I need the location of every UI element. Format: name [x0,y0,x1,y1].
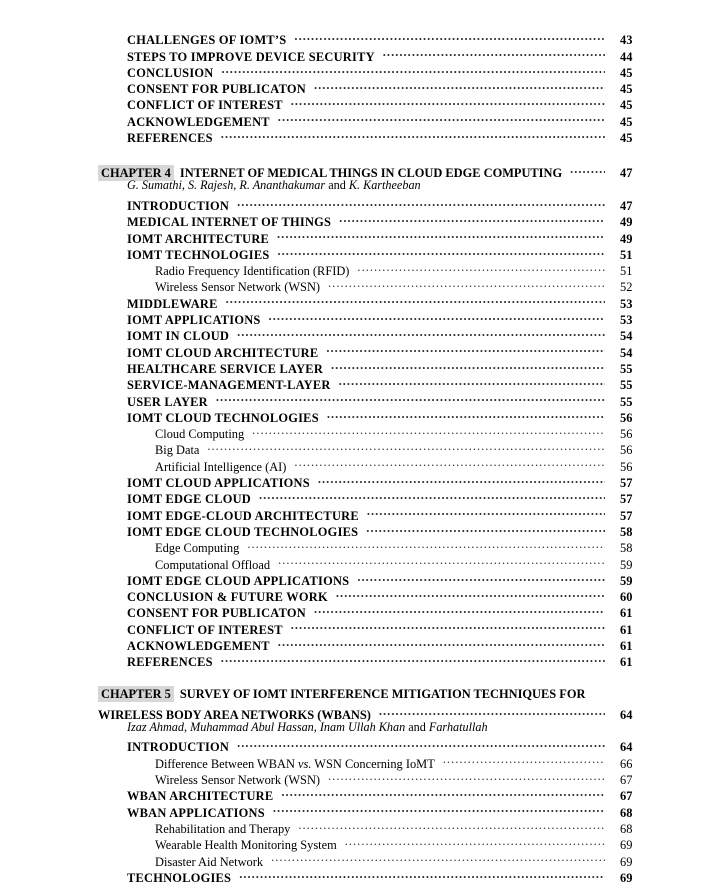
dot-leader [326,340,605,356]
toc-page-number: 57 [620,492,633,507]
toc-subentry[interactable] [0,454,706,474]
toc-subentry[interactable] [0,275,706,295]
toc-entry-title: ACKNOWLEDGEMENT [127,638,270,653]
toc-entry-title: CONFLICT OF INTEREST [127,622,283,637]
dot-leader [269,308,605,324]
toc-entry-title: MEDICAL INTERNET OF THINGS [127,215,332,230]
dot-leader [278,109,605,125]
toc-entry-title: ACKNOWLEDGEMENT [127,114,270,129]
toc-page-number: 55 [620,378,633,393]
toc-page-number: 69 [620,838,633,853]
toc-entry[interactable] [0,324,706,344]
toc-entry[interactable] [0,601,706,621]
dot-leader [277,226,605,242]
toc-page-number: 57 [620,476,633,491]
toc-page-number: 53 [620,313,633,328]
toc-chapter-title-line-2: WIRELESS BODY AREA NETWORKS (WBANS) [98,707,371,722]
toc-authors-conjunction: and [328,178,346,193]
toc-page-number: 47 [620,198,633,213]
toc-page-number: 49 [620,215,633,230]
dot-leader [383,44,605,60]
toc-entry-title: Artificial Intelligence (AI) [155,459,287,474]
dot-leader [357,569,605,585]
toc-entry[interactable] [0,77,706,97]
dot-leader [298,817,605,833]
toc-entry[interactable] [0,373,706,393]
toc-subentry[interactable] [0,768,706,788]
toc-page-number: 51 [620,264,633,279]
toc-page-number: 68 [620,821,633,836]
toc-page-number: 66 [620,756,633,771]
toc-page-number: 61 [620,655,633,670]
toc-subentry[interactable] [0,751,706,771]
dot-leader [294,454,605,470]
toc-entry-title: CHALLENGES OF IOMT’S [127,33,287,48]
dot-leader [345,833,605,849]
toc-entry-title: Radio Frequency Identification (RFID) [155,264,350,279]
dot-leader [273,800,605,816]
toc-entry-title: Big Data [155,443,200,458]
toc-chapter-heading[interactable] [0,161,706,181]
toc-entry[interactable] [0,800,706,820]
toc-entry[interactable] [0,784,706,804]
toc-entry-title: IOMT ARCHITECTURE [127,231,270,246]
toc-page-number: 61 [620,638,633,653]
toc-entry-title: TECHNOLOGIES [127,870,232,885]
dot-leader [237,735,605,751]
dot-leader [318,471,605,487]
toc-entry[interactable] [0,308,706,328]
toc-page-number: 61 [620,606,633,621]
toc-page-number: 47 [620,166,633,181]
toc-entry[interactable] [0,226,706,246]
dot-leader [336,585,605,601]
toc-subentry[interactable] [0,259,706,279]
toc-page-number: 53 [620,296,633,311]
toc-entry-title: CONSENT FOR PUBLICATON [127,606,306,621]
toc-entry-title: IOMT CLOUD TECHNOLOGIES [127,410,319,425]
dot-leader [339,210,605,226]
toc-entry-title: REFERENCES [127,131,213,146]
toc-entry[interactable] [0,357,706,376]
toc-entry-title: Wireless Sensor Network (WSN) [155,280,321,295]
toc-entry[interactable] [0,44,706,64]
dot-leader [239,866,605,882]
chapter-tag: CHAPTER 5 [98,686,174,702]
toc-entry-title: IOMT EDGE CLOUD [127,492,251,507]
toc-entry[interactable] [0,471,706,491]
toc-entry-title: IOMT IN CLOUD [127,329,230,344]
toc-authors-suffix: Farhatullah [428,719,488,734]
dot-leader [314,77,605,93]
dot-leader [259,487,605,503]
toc-entry-title: CONFLICT OF INTEREST [127,98,283,113]
toc-entry-title: IOMT EDGE-CLOUD ARCHITECTURE [127,508,359,523]
toc-entry-title: INTRODUCTION [127,740,230,755]
toc-entry-title: IOMT TECHNOLOGIES [127,247,270,262]
toc-subentry[interactable] [0,422,706,442]
toc-chapter-block [0,161,706,670]
toc-chapter-row[interactable] [98,161,706,181]
dot-leader [278,634,605,650]
dot-leader [221,61,605,77]
toc-chapter-heading[interactable] [0,686,706,722]
toc-entry-title: Rehabilitation and Therapy [155,821,291,836]
toc-entry-title: WBAN ARCHITECTURE [127,789,274,804]
toc-page-number: 45 [620,98,633,113]
toc-entry[interactable] [0,61,706,80]
toc-authors-suffix: K. Kartheeban [348,178,421,193]
toc-subentry[interactable] [0,536,706,556]
dot-leader [271,849,605,865]
toc-entry-title: STEPS TO IMPROVE DEVICE SECURITY [127,49,375,64]
toc-entry[interactable] [0,406,706,425]
toc-entry-title: MIDDLEWARE [127,296,218,311]
toc-authors-conjunction: and [408,719,426,734]
toc-entry[interactable] [0,634,706,653]
toc-page-number: 54 [620,329,633,344]
chapter-tag: CHAPTER 4 [98,165,174,181]
toc-entry[interactable] [0,243,706,262]
toc-entry-title: Wireless Sensor Network (WSN) [155,773,321,788]
toc-entry[interactable] [0,650,706,670]
toc-entry[interactable] [0,585,706,605]
dot-leader [357,259,605,275]
toc-subentry[interactable] [0,849,706,869]
toc-page-number: 56 [620,459,633,474]
dot-leader [281,784,605,800]
dot-leader [291,617,605,633]
toc-page-number: 43 [620,33,633,48]
toc-page-number: 55 [620,394,633,409]
toc-entry-title: Difference Between WBAN vs. WSN Concerning IoMT [155,756,435,771]
toc-subentry[interactable] [0,438,706,458]
toc-entry-title: IOMT APPLICATIONS [127,313,261,328]
toc-page-number: 54 [620,345,633,360]
toc-page-number: 45 [620,65,633,80]
toc-entry[interactable] [0,93,706,113]
dot-leader [226,291,605,307]
toc-chapters-container [0,161,706,885]
toc-entry[interactable] [0,126,706,146]
toc-entry-title: Computational Offload [155,557,271,572]
dot-leader [443,751,605,767]
toc-page-number: 59 [620,573,633,588]
toc-page-number: 58 [620,541,633,556]
toc-chapter-title-line-1 [98,686,706,702]
dot-leader [570,161,605,177]
toc-entry-title: CONCLUSION [127,65,214,80]
dot-leader [328,275,605,291]
dot-leader [221,650,605,666]
toc-page-number: 57 [620,508,633,523]
toc-page-number: 69 [620,870,633,885]
toc-page-number: 45 [620,131,633,146]
toc-entry-title: USER LAYER [127,394,208,409]
toc-entry[interactable] [0,28,706,48]
toc-page-number: 51 [620,247,633,262]
dot-leader [247,536,605,552]
dot-leader [379,703,605,719]
toc-subentry[interactable] [0,833,706,853]
dot-leader [366,520,605,536]
dot-leader [207,438,605,454]
dot-leader [237,194,605,210]
toc-page-number: 44 [620,49,633,64]
toc-page-number: 59 [620,557,633,572]
toc-page-number: 67 [620,789,633,804]
toc-chapter-title-text-1: SURVEY OF IOMT INTERFERENCE MITIGATION TECHNIQUES FOR [179,687,586,702]
dot-leader [328,768,605,784]
toc-page-number: 55 [620,361,633,376]
toc-entry-title: SERVICE-MANAGEMENT-LAYER [127,378,331,393]
toc-entry-title: IOMT EDGE CLOUD TECHNOLOGIES [127,524,359,539]
toc-entry[interactable] [0,866,706,885]
toc-page-number: 56 [620,410,633,425]
toc-page-number: 58 [620,524,633,539]
toc-page-number: 56 [620,427,633,442]
dot-leader [294,28,605,44]
toc-entry-title-emphasis: vs. [298,756,312,771]
toc-entry-title: IOMT CLOUD ARCHITECTURE [127,345,319,360]
dot-leader [237,324,605,340]
dot-leader [291,93,605,109]
toc-page-number: 69 [620,854,633,869]
toc-page-number: 68 [620,805,633,820]
toc-entry[interactable] [0,109,706,129]
toc-page-number: 56 [620,443,633,458]
toc-continued-section [0,28,706,146]
toc-page-number: 49 [620,231,633,246]
toc-entry-title: WBAN APPLICATIONS [127,805,265,820]
toc-entry[interactable] [0,389,706,409]
dot-leader [252,422,605,438]
toc-entry-title: IOMT CLOUD APPLICATIONS [127,476,310,491]
toc-entry-title: Cloud Computing [155,427,245,442]
toc-entry-title: HEALTHCARE SERVICE LAYER [127,361,324,376]
toc-entry-title: IOMT EDGE CLOUD APPLICATIONS [127,573,350,588]
toc-authors-prefix: G. Sumathi, S. Rajesh, R. Ananthakumar [127,178,326,193]
toc-entry-title: CONCLUSION & FUTURE WORK [127,590,328,605]
dot-leader [314,601,605,617]
toc-entry-title: CONSENT FOR PUBLICATON [127,82,306,97]
toc-chapter-block [0,686,706,885]
toc-page-number: 45 [620,82,633,97]
toc-entry-title: REFERENCES [127,655,213,670]
dot-leader [331,357,605,373]
toc-page-number: 64 [620,707,633,722]
toc-entry[interactable] [0,735,706,755]
toc-entry[interactable] [0,503,706,523]
toc-subentry[interactable] [0,552,706,572]
toc-subentry[interactable] [0,817,706,836]
toc-page-number: 60 [620,590,633,605]
dot-leader [367,503,605,519]
dot-leader [216,389,605,405]
dot-leader [221,126,605,142]
toc-entry[interactable] [0,340,706,360]
dot-leader [327,406,605,422]
dot-leader [339,373,605,389]
toc-page-number: 61 [620,622,633,637]
toc-entry[interactable] [0,617,706,637]
toc-chapter-row[interactable] [98,703,706,722]
dot-leader [278,552,605,568]
toc-entry-title: Edge Computing [155,541,240,556]
toc-entry[interactable] [0,291,706,311]
toc-chapter-title: INTERNET OF MEDICAL THINGS IN CLOUD EDGE COMPUTING [179,166,563,181]
toc-entry[interactable] [0,569,706,588]
toc-entry[interactable] [0,194,706,213]
toc-entry-title: Wearable Health Monitoring System [155,838,337,853]
toc-page-number: 64 [620,740,633,755]
toc-entry-title: Disaster Aid Network [155,854,264,869]
toc-page-number: 45 [620,114,633,129]
toc-authors-prefix: Izaz Ahmad, Muhammad Abul Hassan, Inam Ullah Khan [127,719,406,734]
toc-entry-title: INTRODUCTION [127,198,230,213]
toc-page-number: 52 [620,280,633,295]
toc-entry[interactable] [0,487,706,507]
dot-leader [278,243,605,259]
toc-entry[interactable] [0,210,706,230]
toc-page-number: 67 [620,773,633,788]
